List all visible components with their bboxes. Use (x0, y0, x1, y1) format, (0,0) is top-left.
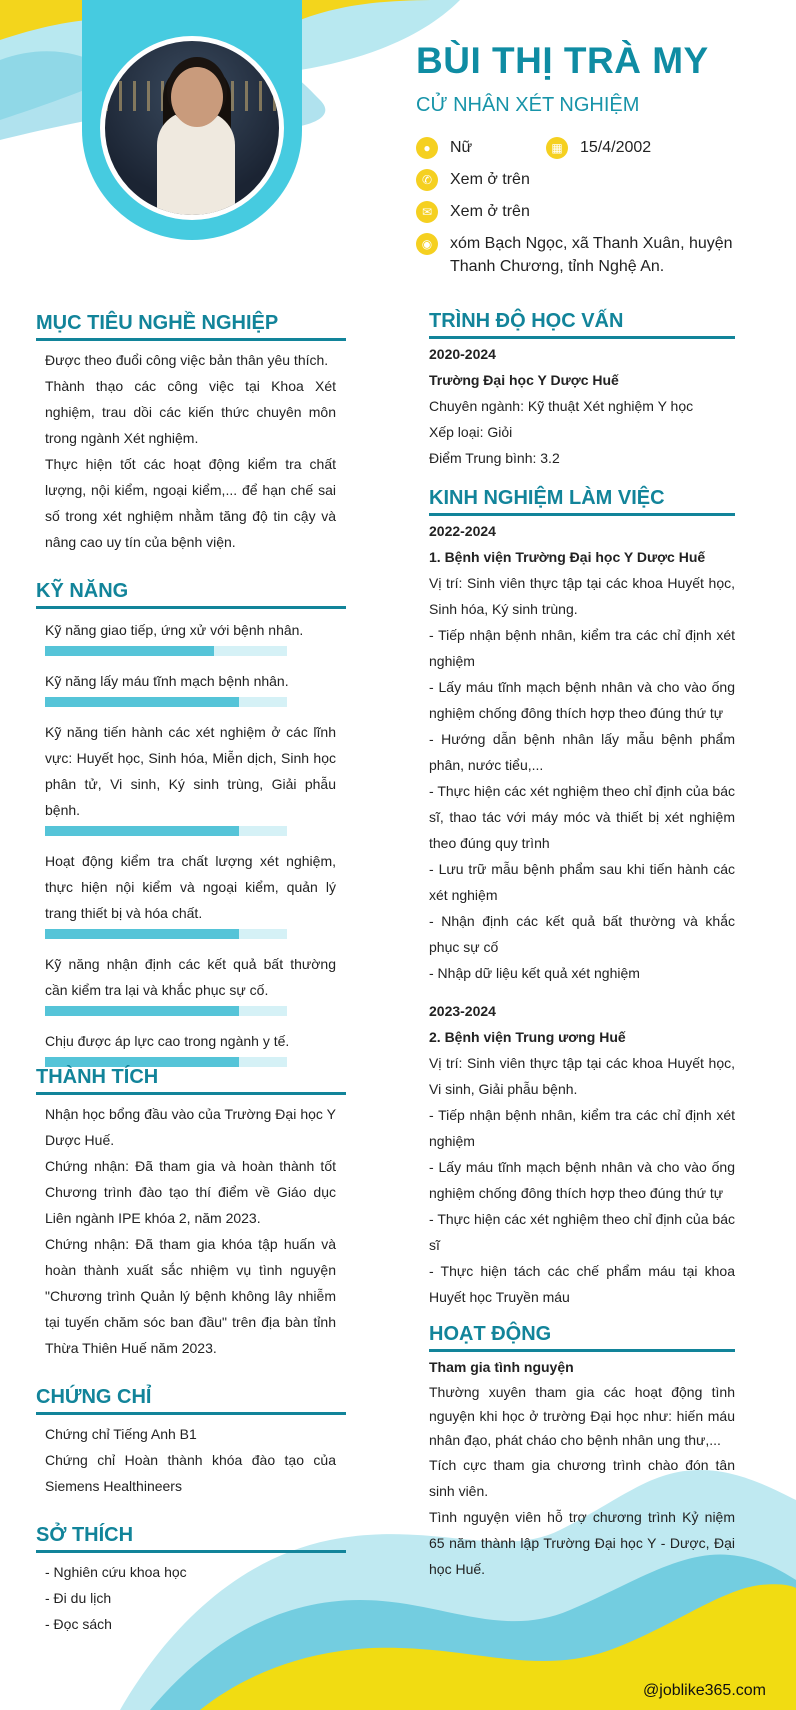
skill-level-bar (45, 826, 287, 836)
job1-detail: - Hướng dẫn bệnh nhân lấy mẫu bệnh phẩm phân, nước tiểu,... (429, 731, 735, 773)
portrait-body (157, 111, 235, 220)
hobbies-section (36, 1524, 346, 1637)
certificate-p2: Chứng chỉ Hoàn thành khóa đào tạo của Siemens Healthineers (45, 1452, 336, 1494)
footer-credit: @joblike365.com (643, 1682, 766, 1699)
job1-detail: - Thực hiện các xét nghiệm theo chỉ định của bác sĩ, thao tác với máy móc và thiết bị xét nghiệm theo đúng quy trình (429, 783, 735, 851)
activities-heading: HOẠT ĐỘNG (429, 1323, 735, 1352)
avatar (100, 36, 284, 220)
skill-item (45, 668, 336, 707)
objective-p1: Được theo đuổi công việc bản thân yêu thích. (45, 352, 329, 368)
skills-section (36, 580, 346, 1079)
hobbies-heading: SỞ THÍCH (36, 1524, 346, 1553)
job1-place: 1. Bệnh viện Trường Đại học Y Dược Huế (429, 549, 706, 565)
hobby-3: - Đọc sách (45, 1616, 112, 1632)
objective-section (36, 312, 346, 555)
job1-detail: Vị trí: Sinh viên thực tập tại các khoa Huyết học, Sinh hóa, Ký sinh trùng. (429, 575, 735, 617)
skill-level-fill (45, 646, 214, 656)
experience-heading: KINH NGHIỆM LÀM VIỆC (429, 487, 735, 516)
skill-level-bar (45, 1006, 287, 1016)
hobby-2: - Đi du lịch (45, 1590, 112, 1606)
birthday-row (546, 136, 651, 159)
skill-label: Chịu được áp lực cao trong ngành y tế. (45, 1033, 290, 1049)
birthday-value: 15/4/2002 (580, 139, 652, 156)
location-pin-icon: ◉ (416, 233, 438, 255)
skill-label: Kỹ năng tiến hành các xét nghiệm ở các lĩnh vực: Huyết học, Sinh hóa, Miễn dịch, Sinh học phân tử, Vi sinh, Ký sinh trùng, Giải phẫu bệnh. (45, 724, 336, 818)
skills-list (36, 609, 346, 1067)
activities-section (429, 1323, 735, 1582)
page-title: BÙI THỊ TRÀ MY (416, 40, 709, 81)
activity-p2: Tích cực tham gia chương trình chào đón tân sinh viên. (429, 1457, 735, 1499)
achievements-section (36, 1066, 346, 1361)
email-value: Xem ở trên (450, 203, 530, 220)
job1-period: 2022-2024 (429, 523, 496, 539)
job1-detail: - Lấy máu tĩnh mạch bệnh nhân và cho vào ống nghiệm chống đông thích hợp theo đúng thứ tự (429, 679, 735, 721)
job1-detail: - Nhập dữ liệu kết quả xét nghiệm (429, 965, 640, 981)
skill-level-bar (45, 697, 287, 707)
job2-detail: - Thực hiện tách các chế phẩm máu tại khoa Huyết học Truyền máu (429, 1263, 735, 1305)
email-row (416, 200, 530, 223)
gender-value: Nữ (450, 139, 473, 156)
achievement-p3: Chứng nhận: Đã tham gia khóa tập huấn và hoàn thành xuất sắc nhiệm vụ tình nguyện "Chương trình Quản lý bệnh không lây nhiễm tại tuyến chăm sóc ban đầu" trên địa bàn tỉnh Thừa Thiên Huế năm 2023. (45, 1236, 336, 1356)
skill-level-fill (45, 697, 239, 707)
calendar-icon: ▦ (546, 137, 568, 159)
phone-icon: ✆ (416, 169, 438, 191)
education-period: 2020-2024 (429, 346, 496, 362)
skill-label: Hoạt động kiểm tra chất lượng xét nghiệm, thực hiện nội kiểm và ngoại kiểm, quản lý trang thiết bị và hóa chất. (45, 853, 336, 921)
skill-level-bar (45, 929, 287, 939)
job2-period: 2023-2024 (429, 1003, 496, 1019)
objective-p2: Thành thạo các công việc tại Khoa Xét nghiệm, trau dồi các kiến thức chuyên môn trong ngành Xét nghiệm. (45, 378, 336, 446)
job1-detail: - Lưu trữ mẫu bệnh phẩm sau khi tiến hành các xét nghiệm (429, 861, 735, 903)
hobby-1: - Nghiên cứu khoa học (45, 1564, 187, 1580)
address-row (416, 232, 746, 278)
education-school: Trường Đại học Y Dược Huế (429, 372, 619, 388)
skill-label: Kỹ năng lấy máu tĩnh mạch bệnh nhân. (45, 673, 289, 689)
skill-label: Kỹ năng nhận định các kết quả bất thường cần kiểm tra lại và khắc phục sự cố. (45, 956, 336, 998)
skill-level-bar (45, 646, 287, 656)
certificates-heading: CHỨNG CHỈ (36, 1386, 346, 1415)
skills-heading: KỸ NĂNG (36, 580, 346, 609)
education-rank: Xếp loại: Giỏi (429, 424, 513, 440)
education-gpa: Điểm Trung bình: 3.2 (429, 450, 560, 466)
achievement-p1: Nhận học bổng đầu vào của Trường Đại học Y Dược Huế. (45, 1106, 336, 1148)
skill-level-fill (45, 929, 239, 939)
skill-item (45, 617, 336, 656)
skill-item (45, 1028, 336, 1067)
education-major: Chuyên ngành: Kỹ thuật Xét nghiệm Y học (429, 398, 694, 414)
job2-detail: Vị trí: Sinh viên thực tập tại các khoa Huyết học, Vi sinh, Giải phẫu bệnh. (429, 1055, 735, 1097)
experience-section (429, 487, 735, 1310)
address-value: xóm Bạch Ngọc, xã Thanh Xuân, huyện Thanh Chương, tỉnh Nghệ An. (450, 235, 733, 275)
activity-p1: Thường xuyên tham gia các hoạt động tình nguyện khi học ở trường Đại học như: hiến máu nhân đạo, phát cháo cho bệnh nhân ung thư,... (429, 1384, 735, 1448)
achievement-p2: Chứng nhận: Đã tham gia và hoàn thành tốt Chương trình đào tạo thí điểm về Giáo dục Liên ngành IPE khóa 2, năm 2023. (45, 1158, 336, 1226)
phone-value: Xem ở trên (450, 171, 530, 188)
objective-p3: Thực hiện tốt các hoạt động kiểm tra chất lượng, nội kiểm, ngoại kiểm,... để hạn chế sai số trong xét nghiệm nhằm tăng độ tin cậy và nâng cao uy tín của bệnh viện. (45, 456, 336, 550)
education-section (429, 310, 735, 471)
job1-detail: - Tiếp nhận bệnh nhân, kiểm tra các chỉ định xét nghiệm (429, 627, 735, 669)
job-title: CỬ NHÂN XÉT NGHIỆM (416, 94, 640, 116)
skill-label: Kỹ năng giao tiếp, ứng xử với bệnh nhân. (45, 622, 304, 638)
activities-subheading: Tham gia tình nguyện (429, 1359, 574, 1375)
skill-item (45, 951, 336, 1016)
person-icon: ● (416, 137, 438, 159)
job2-detail: - Lấy máu tĩnh mạch bệnh nhân và cho vào ống nghiệm chống đông thích hợp theo đúng thứ tự (429, 1159, 735, 1201)
phone-row (416, 168, 530, 191)
achievements-heading: THÀNH TÍCH (36, 1066, 346, 1095)
portrait-head (171, 67, 223, 127)
activity-p3: Tình nguyện viên hỗ trợ chương trình Kỷ niệm 65 năm thành lập Trường Đại học Y - Dược, Đại học Huế. (429, 1509, 735, 1577)
skill-level-fill (45, 826, 239, 836)
education-heading: TRÌNH ĐỘ HỌC VẤN (429, 310, 735, 339)
certificates-section (36, 1386, 346, 1499)
skill-level-fill (45, 1006, 239, 1016)
objective-heading: MỤC TIÊU NGHỀ NGHIỆP (36, 312, 346, 341)
skill-item (45, 848, 336, 939)
email-icon: ✉ (416, 201, 438, 223)
job2-place: 2. Bệnh viện Trung ương Huế (429, 1029, 626, 1045)
certificate-p1: Chứng chỉ Tiếng Anh B1 (45, 1426, 197, 1442)
skill-item (45, 719, 336, 836)
job1-detail: - Nhận định các kết quả bất thường và khắc phục sự cố (429, 913, 735, 955)
gender-row (416, 136, 472, 159)
job2-detail: - Thực hiện các xét nghiệm theo chỉ định của bác sĩ (429, 1211, 735, 1253)
job2-detail: - Tiếp nhận bệnh nhân, kiểm tra các chỉ định xét nghiệm (429, 1107, 735, 1149)
